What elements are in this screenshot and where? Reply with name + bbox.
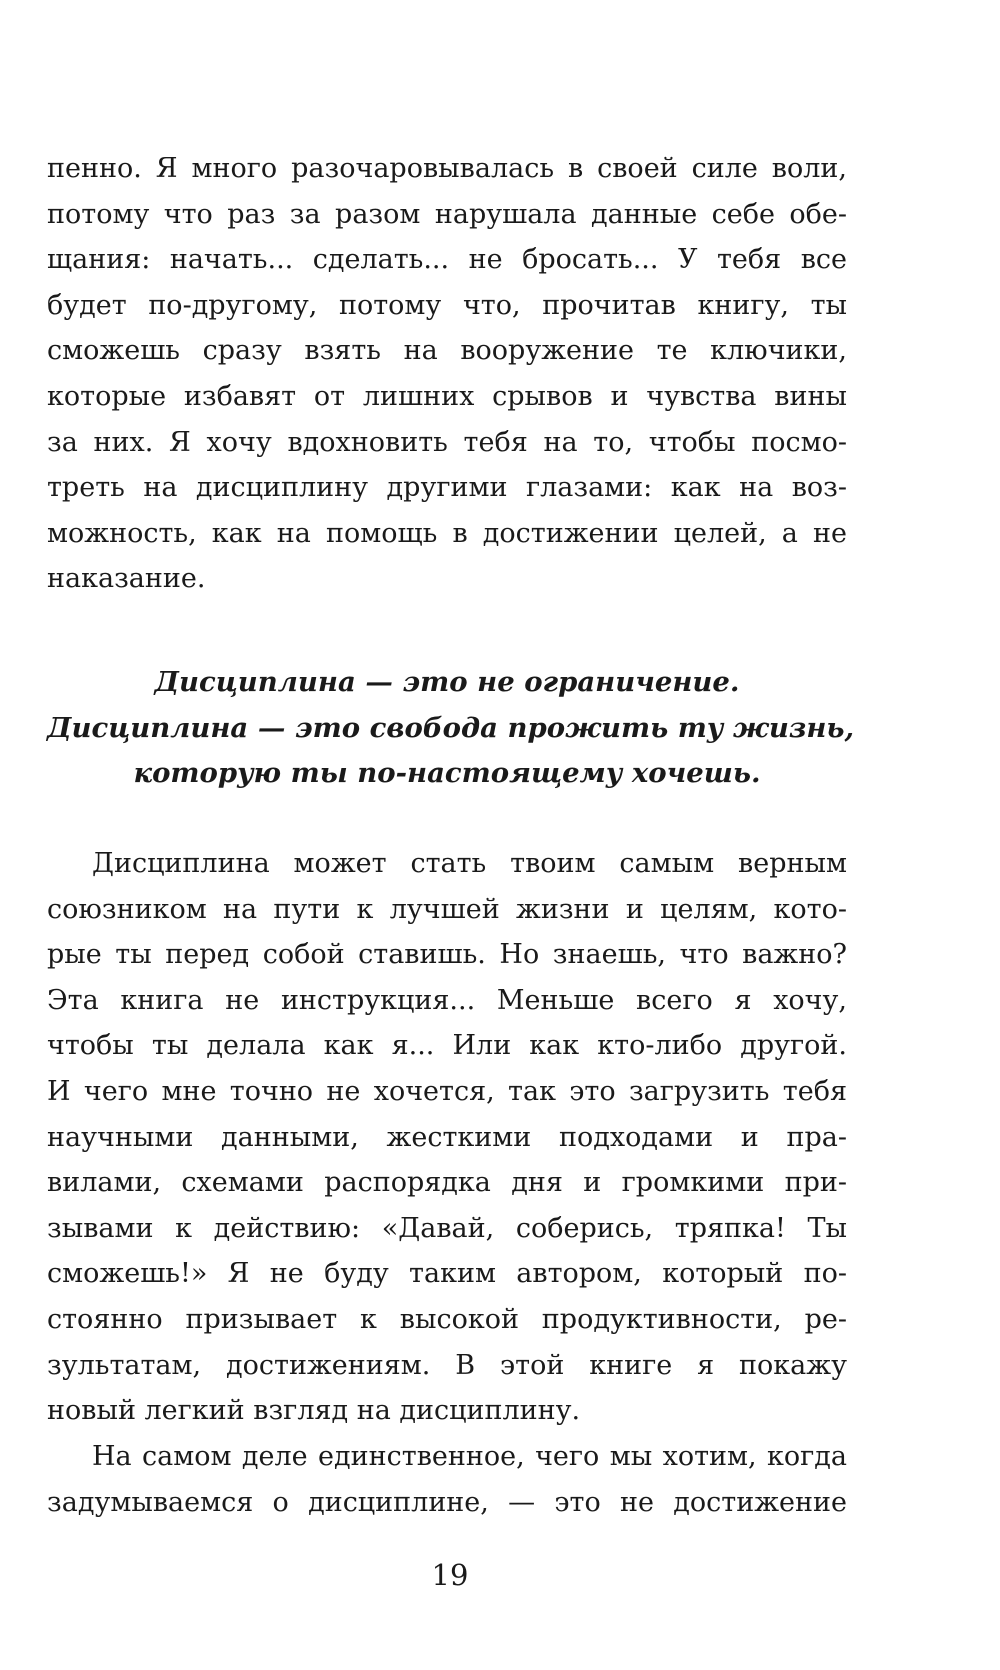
text-line: щания: начать... сделать... не бросать... У тебя все	[47, 244, 847, 276]
text-line: рые ты перед собой ставишь. Но знаешь, что важно?	[47, 939, 847, 971]
text-line: союзником на пути к лучшей жизни и целям, кото-	[47, 893, 847, 925]
text-line: можность, как на помощь в достижении целей, а не	[47, 517, 847, 549]
text-line: за них. Я хочу вдохновить тебя на то, чтобы посмо-	[47, 426, 847, 458]
text-line: которые избавят от лишних срывов и чувства вины	[47, 380, 847, 412]
text-line: сможешь!» Я не буду таким автором, который по-	[47, 1258, 847, 1290]
text-line: пенно. Я много разочаровывалась в своей силе воли,	[47, 153, 847, 184]
text-line: стоянно призывает к высокой продуктивности, ре-	[47, 1303, 847, 1335]
text-line: будет по-другому, потому что, прочитав книгу, ты	[47, 289, 847, 321]
quote-line: Дисциплина — это свобода прожить ту жизнь,	[47, 711, 855, 744]
text-line: задумываемся о дисциплине, — это не достижение	[47, 1486, 847, 1518]
text-line: И чего мне точно не хочется, так это загрузить тебя	[47, 1075, 847, 1107]
text-line: Эта книга не инструкция... Меньше всего я хочу,	[47, 984, 847, 1016]
text-line: Дисциплина может стать твоим самым верным	[92, 848, 847, 879]
paragraph-continued	[47, 146, 847, 602]
pull-quote	[47, 660, 855, 797]
paragraph-next	[47, 1434, 847, 1525]
text-line: треть на дисциплину другими глазами: как на воз-	[47, 472, 847, 504]
text-line: сможешь сразу взять на вооружение те ключики,	[47, 335, 847, 367]
page-number: 19	[431, 1558, 469, 1592]
paragraph-body	[47, 841, 847, 1434]
text-line: потому что раз за разом нарушала данные себе обе-	[47, 198, 847, 230]
quote-line: которую ты по-настоящему хочешь.	[133, 757, 761, 790]
text-line: новый легкий взгляд на дисциплину.	[47, 1395, 581, 1427]
text-line: На самом деле единственное, чего мы хотим, когда	[92, 1441, 847, 1472]
text-line: наказание.	[47, 563, 206, 595]
text-line: научными данными, жесткими подходами и пра-	[47, 1121, 847, 1153]
text-line: чтобы ты делала как я... Или как кто-либо другой.	[47, 1030, 847, 1062]
text-line: вилами, схемами распорядка дня и громкими при-	[47, 1167, 847, 1199]
text-line: зывами к действию: «Давай, соберись, тряпка! Ты	[47, 1212, 847, 1244]
quote-line: Дисциплина — это не ограничение.	[154, 666, 740, 698]
text-line: зультатам, достижениям. В этой книге я покажу	[47, 1349, 847, 1381]
